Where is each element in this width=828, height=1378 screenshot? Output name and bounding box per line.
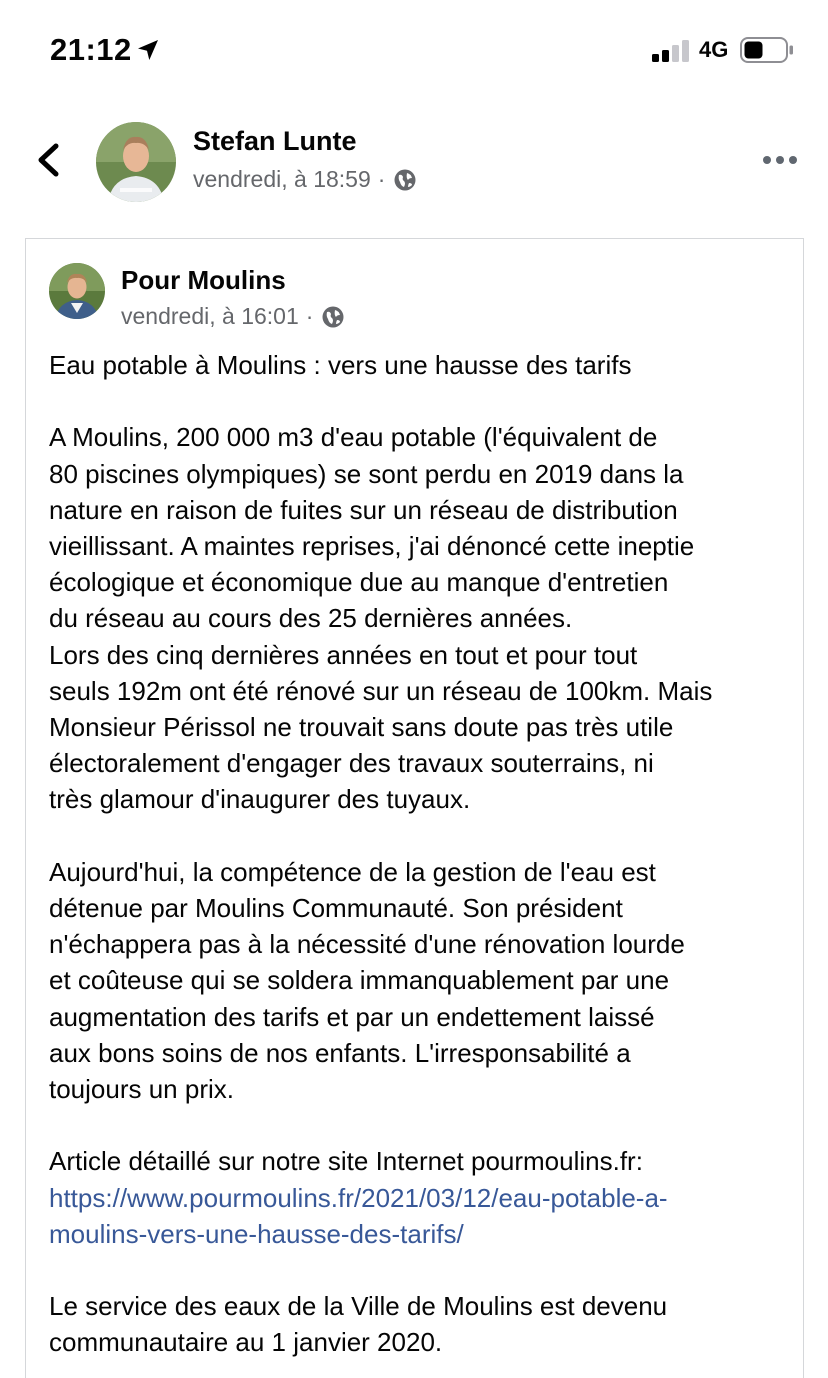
cellular-signal-icon (652, 40, 692, 62)
article-link[interactable]: moulins-vers-une-hausse-des-tarifs/ (49, 1218, 464, 1249)
shared-post-card[interactable] (25, 238, 804, 1378)
post-text-line: écologique et économique due au manque d'entretien (49, 567, 669, 598)
globe-icon (393, 168, 417, 192)
post-body (49, 347, 794, 1361)
post-meta (193, 166, 417, 193)
post-text-line: du réseau au cours des 25 dernières années. (49, 603, 573, 634)
post-text-line: et coûteuse qui se soldera immanquablement par une (49, 965, 670, 996)
meta-separator: · (377, 166, 386, 192)
page-avatar-image (49, 263, 105, 319)
post-text-line: 80 piscines olympiques) se sont perdu en 2019 dans la (49, 458, 684, 489)
paragraph-gap (49, 383, 794, 419)
post-header (0, 110, 828, 220)
post-text-line: Aujourd'hui, la compétence de la gestion de l'eau est (49, 856, 656, 887)
shared-post-timestamp[interactable]: vendredi, à 16:01 (121, 303, 299, 329)
post-text-line: électoralement d'engager des travaux souterrains, ni (49, 748, 654, 779)
post-text-line: communautaire au 1 janvier 2020. (49, 1327, 443, 1358)
post-headline: Eau potable à Moulins : vers une hausse des tarifs (49, 350, 632, 380)
post-text-line: Article détaillé sur notre site Internet pourmoulins.fr: (49, 1146, 643, 1177)
post-text-line: Le service des eaux de la Ville de Moulins est devenu (49, 1291, 668, 1322)
post-text-line: très glamour d'inaugurer des tuyaux. (49, 784, 471, 815)
post-text-line: augmentation des tarifs et par un endettement laissé (49, 1001, 655, 1032)
post-text-line: aux bons soins de nos enfants. L'irresponsabilité a (49, 1037, 631, 1068)
network-type-label: 4G (699, 37, 729, 62)
location-arrow-icon (136, 38, 160, 62)
status-time: 21:12 (50, 32, 132, 67)
paragraph-gap (49, 1252, 794, 1288)
globe-icon (321, 305, 345, 329)
post-text-line: toujours un prix. (49, 1074, 234, 1105)
post-text-line: n'échappera pas à la nécessité d'une rénovation lourde (49, 929, 685, 960)
paragraph-gap (49, 818, 794, 854)
post-text-line: Monsieur Périssol ne trouvait sans doute pas très utile (49, 712, 674, 743)
paragraph-gap (49, 1107, 794, 1143)
meta-separator: · (305, 303, 314, 329)
post-text-line: détenue par Moulins Communauté. Son président (49, 893, 623, 924)
author-avatar-image (96, 122, 176, 202)
article-link[interactable]: https://www.pourmoulins.fr/2021/03/12/eau-potable-a- (49, 1182, 668, 1213)
status-bar (0, 0, 828, 100)
shared-post-meta (121, 303, 345, 330)
post-text-line: A Moulins, 200 000 m3 d'eau potable (l'équivalent de (49, 422, 658, 453)
author-name[interactable]: Stefan Lunte (193, 126, 357, 156)
post-text-line: seuls 192m ont été rénové sur un réseau de 100km. Mais (49, 675, 713, 706)
post-text-line: nature en raison de fuites sur un réseau de distribution (49, 494, 678, 525)
more-options-icon[interactable] (762, 154, 798, 166)
author-avatar[interactable] (96, 122, 176, 202)
page-name[interactable]: Pour Moulins (121, 265, 286, 295)
back-chevron-icon[interactable] (28, 138, 68, 182)
post-timestamp[interactable]: vendredi, à 18:59 (193, 166, 371, 192)
post-text-line: Lors des cinq dernières années en tout et pour tout (49, 639, 638, 670)
battery-icon (740, 37, 794, 63)
post-text-line: vieillissant. A maintes reprises, j'ai dénoncé cette ineptie (49, 531, 695, 561)
page-avatar[interactable] (49, 263, 105, 319)
